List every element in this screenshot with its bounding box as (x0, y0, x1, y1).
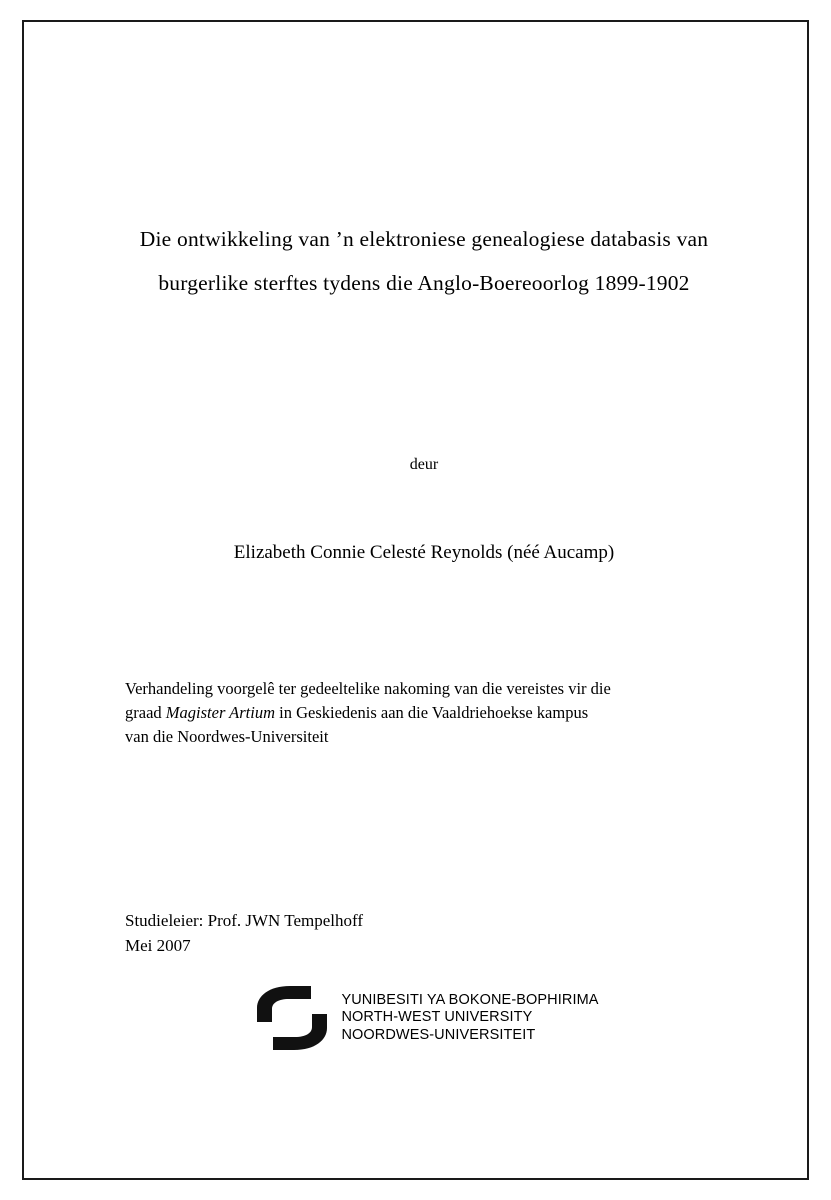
degree-statement-line-1: Verhandeling voorgelê ter gedeeltelike nakoming van die vereistes vir die (125, 679, 611, 698)
supervisor-name: Studieleier: Prof. JWN Tempelhoff (125, 911, 364, 930)
author-name: Elizabeth Connie Celesté Reynolds (néé Aucamp) (233, 542, 615, 563)
logo-line-3: NOORDWES-UNIVERSITEIT (341, 1026, 536, 1043)
logo-line-2: NORTH-WEST UNIVERSITY (341, 1009, 533, 1026)
university-logo-text (341, 992, 598, 1045)
university-logo (104, 982, 744, 1054)
degree-statement (125, 677, 725, 749)
degree-statement-line-3: van die Noordwes-Universiteit (125, 727, 329, 746)
supervisor-block (125, 908, 725, 958)
title-line-1: Die ontwikkeling van ’n elektroniese genealogiese databasis van (139, 227, 709, 251)
title-page-content (104, 22, 744, 1178)
nwu-emblem-icon (249, 982, 335, 1054)
degree-statement-line-2-post: in Geskiedenis aan die Vaaldriehoekse kampus (275, 703, 589, 722)
byline: deur (409, 456, 439, 473)
degree-name: Magister Artium (165, 703, 276, 722)
page-title (104, 217, 744, 305)
degree-statement-line-2 (125, 701, 725, 725)
degree-statement-line-2-pre: graad (125, 703, 166, 722)
submission-date: Mei 2007 (125, 936, 191, 955)
logo-line-1: YUNIBESITI YA BOKONE-BOPHIRIMA (341, 991, 599, 1008)
title-line-2: burgerlike sterftes tydens die Anglo-Boereoorlog 1899-1902 (158, 271, 690, 295)
page-border (22, 20, 809, 1180)
